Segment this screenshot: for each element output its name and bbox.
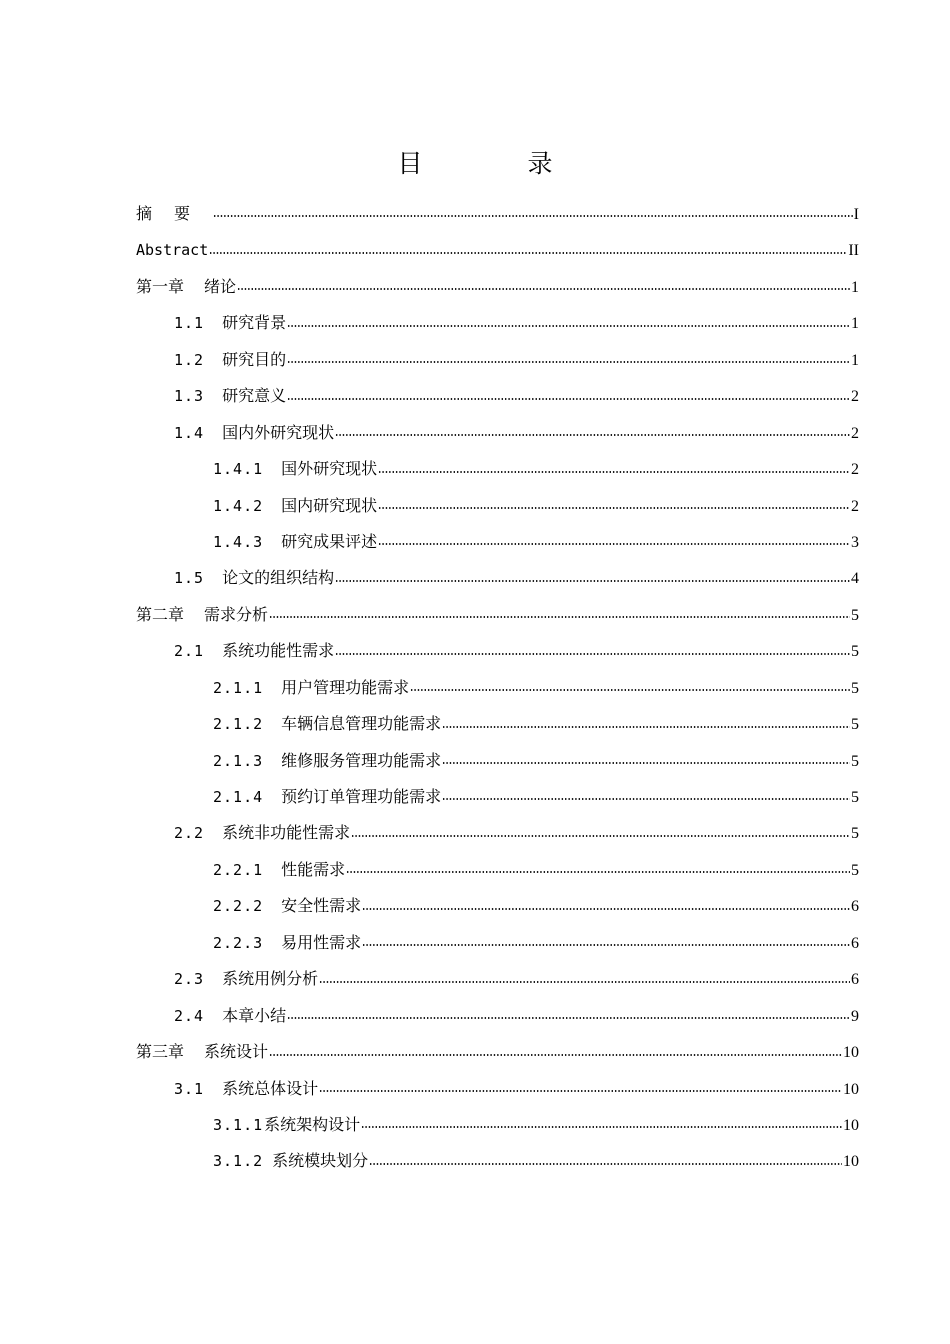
toc-leader-dots (269, 615, 850, 619)
toc-entry-number: 2.1 (174, 642, 205, 661)
toc-entry-number: 3.1.2 (213, 1152, 264, 1171)
toc-page-number: 2 (851, 497, 859, 515)
toc-list (0, 196, 950, 1180)
toc-entry-number: 2.2.1 (213, 860, 264, 879)
toc-entry-number: 2.1.1 (213, 678, 264, 697)
toc-entry-1-4-1[interactable] (0, 451, 950, 487)
toc-entry-3-1-1[interactable] (0, 1107, 950, 1143)
toc-entry-number: 2.1.4 (213, 788, 264, 806)
toc-entry-text: 系统设计 (204, 1042, 269, 1062)
toc-leader-dots (335, 652, 850, 656)
toc-page-number: 5 (851, 752, 859, 770)
toc-page-number: 10 (843, 1044, 859, 1062)
toc-leader-dots (378, 542, 850, 546)
toc-leader-dots (287, 397, 850, 401)
toc-entry-number: 2.2.3 (213, 933, 264, 952)
toc-entry-number: 1.2 (174, 350, 205, 369)
toc-page-number: 1 (851, 315, 859, 333)
toc-entry-text: 车辆信息管理功能需求 (281, 714, 442, 734)
toc-page-number: 5 (851, 825, 859, 843)
toc-entry-1-3[interactable] (0, 378, 950, 414)
toc-leader-dots (213, 214, 853, 218)
toc-entry-text: 国内外研究现状 (222, 422, 335, 442)
toc-entry-text: 国内研究现状 (281, 495, 378, 515)
toc-entry-1-5[interactable] (0, 560, 950, 596)
toc-entry-text: 绪论 (204, 276, 237, 296)
toc-page-number: 6 (851, 934, 859, 952)
toc-page-number: 1 (851, 278, 859, 296)
toc-entry-2-2[interactable] (0, 815, 950, 851)
toc-leader-dots (362, 907, 850, 911)
toc-entry-3-1[interactable] (0, 1071, 950, 1107)
toc-page-number: 10 (843, 1116, 859, 1134)
toc-page-number: 10 (843, 1153, 859, 1171)
toc-page-number: II (848, 242, 859, 260)
toc-entry-number: 第三章 (136, 1042, 185, 1062)
toc-leader-dots (378, 470, 850, 474)
toc-entry-2-1-4[interactable] (0, 779, 950, 815)
toc-leader-dots (346, 870, 850, 874)
toc-leader-dots (369, 1162, 842, 1166)
toc-entry-text: 国外研究现状 (281, 459, 378, 479)
toc-entry-text: 摘要 (136, 204, 213, 223)
toc-entry-text: 预约订单管理功能需求 (281, 787, 442, 806)
toc-leader-dots (319, 980, 850, 984)
toc-entry-number: 2.4 (174, 1006, 205, 1025)
toc-page-number: 6 (851, 898, 859, 916)
toc-leader-dots (378, 506, 850, 510)
toc-entry-text: 系统用例分析 (222, 969, 319, 989)
toc-page-number: 9 (851, 1007, 859, 1025)
toc-entry-text: 维修服务管理功能需求 (281, 750, 442, 770)
toc-entry-text: 论文的组织结构 (222, 568, 335, 588)
toc-entry-number: 1.3 (174, 387, 205, 406)
toc-leader-dots (319, 1089, 842, 1093)
toc-page-number: 4 (851, 570, 859, 588)
toc-entry-text: 研究背景 (222, 313, 287, 333)
toc-entry-number: 1.5 (174, 569, 205, 588)
toc-entry-number: 2.1.3 (213, 751, 264, 770)
toc-page-number: 2 (851, 424, 859, 442)
toc-entry-chapter-1[interactable] (0, 269, 950, 305)
toc-entry-2-3[interactable] (0, 961, 950, 997)
toc-leader-dots (361, 1125, 842, 1129)
toc-entry-2-2-1[interactable] (0, 852, 950, 888)
toc-leader-dots (287, 324, 850, 328)
toc-leader-dots (351, 834, 850, 838)
toc-entry-number: 1.1 (174, 314, 205, 333)
toc-leader-dots (269, 1053, 842, 1057)
toc-page-number: 5 (851, 861, 859, 879)
toc-entry-2-1-2[interactable] (0, 706, 950, 742)
toc-entry-1-4-3[interactable] (0, 524, 950, 560)
toc-entry-text: 性能需求 (281, 859, 346, 879)
toc-entry-text: 系统总体设计 (222, 1078, 319, 1098)
toc-entry-number: 2.2 (174, 824, 205, 843)
toc-leader-dots (335, 579, 850, 583)
toc-entry-text: 系统架构设计 (264, 1114, 361, 1134)
toc-leader-dots (362, 943, 850, 947)
toc-page-number: 5 (851, 606, 859, 624)
toc-page-number: I (853, 206, 859, 223)
toc-entry-text: 研究目的 (222, 349, 287, 369)
toc-leader-dots (209, 251, 847, 255)
toc-entry-text: 易用性需求 (281, 932, 362, 952)
toc-entry-number: 2.2.2 (213, 897, 264, 916)
toc-entry-number: 2.1.2 (213, 715, 264, 734)
toc-entry-2-1[interactable] (0, 633, 950, 669)
toc-entry-3-1-2[interactable] (0, 1143, 950, 1179)
toc-entry-text: 系统模块划分 (272, 1151, 369, 1171)
toc-leader-dots (287, 360, 850, 364)
toc-entry-text: 安全性需求 (281, 896, 362, 916)
toc-entry-chapter-3[interactable] (0, 1034, 950, 1070)
toc-page-number: 5 (851, 643, 859, 661)
toc-entry-2-2-2[interactable] (0, 888, 950, 924)
toc-entry-text: 系统非功能性需求 (222, 823, 351, 843)
toc-entry-text: 用户管理功能需求 (281, 677, 410, 697)
toc-leader-dots (442, 725, 850, 729)
toc-leader-dots (410, 688, 850, 692)
toc-entry-abstract-en[interactable] (0, 232, 950, 268)
toc-entry-number: 3.1.1 (213, 1115, 264, 1134)
toc-entry-1-1[interactable] (0, 305, 950, 341)
toc-entry-number: 1.4.1 (213, 460, 264, 479)
toc-entry-1-2[interactable] (0, 342, 950, 378)
toc-page-number: 5 (851, 716, 859, 734)
toc-entry-number: 第二章 (136, 604, 185, 624)
toc-entry-2-1-1[interactable] (0, 670, 950, 706)
toc-entry-number: 2.3 (174, 970, 205, 989)
toc-entry-number: 3.1 (174, 1079, 205, 1098)
toc-entry-number: 1.4.2 (213, 496, 264, 515)
toc-entry-2-1-3[interactable] (0, 743, 950, 779)
toc-leader-dots (335, 433, 850, 437)
toc-leader-dots (442, 797, 850, 801)
toc-entry-1-4-2[interactable] (0, 488, 950, 524)
toc-entry-2-4[interactable] (0, 998, 950, 1034)
toc-entry-number: 1.4.3 (213, 532, 264, 551)
toc-entry-text: 研究意义 (222, 386, 287, 406)
toc-entry-number: 1.4 (174, 423, 205, 442)
toc-leader-dots (442, 761, 850, 765)
toc-entry-text: 系统功能性需求 (222, 641, 335, 661)
toc-entry-text: 研究成果评述 (281, 531, 378, 551)
toc-entry-abstract-cn[interactable] (0, 196, 950, 232)
toc-entry-2-2-3[interactable] (0, 925, 950, 961)
toc-entry-text: 需求分析 (204, 604, 269, 624)
toc-page-number: 2 (851, 388, 859, 406)
toc-entry-text: 本章小结 (222, 1005, 287, 1025)
toc-title: 目 录 (397, 149, 593, 178)
toc-page-number: 3 (851, 533, 859, 551)
toc-page-number: 6 (851, 971, 859, 989)
toc-leader-dots (287, 1016, 850, 1020)
toc-page-number: 5 (851, 679, 859, 697)
toc-entry-number: 第一章 (136, 276, 185, 296)
toc-page-number: 5 (851, 789, 859, 806)
toc-page-number: 2 (851, 461, 859, 479)
toc-entry-chapter-2[interactable] (0, 597, 950, 633)
toc-leader-dots (237, 287, 850, 291)
toc-entry-1-4[interactable] (0, 415, 950, 451)
toc-page-number: 1 (851, 351, 859, 369)
toc-page-number: 10 (843, 1080, 859, 1098)
toc-entry-text: Abstract (136, 241, 209, 260)
